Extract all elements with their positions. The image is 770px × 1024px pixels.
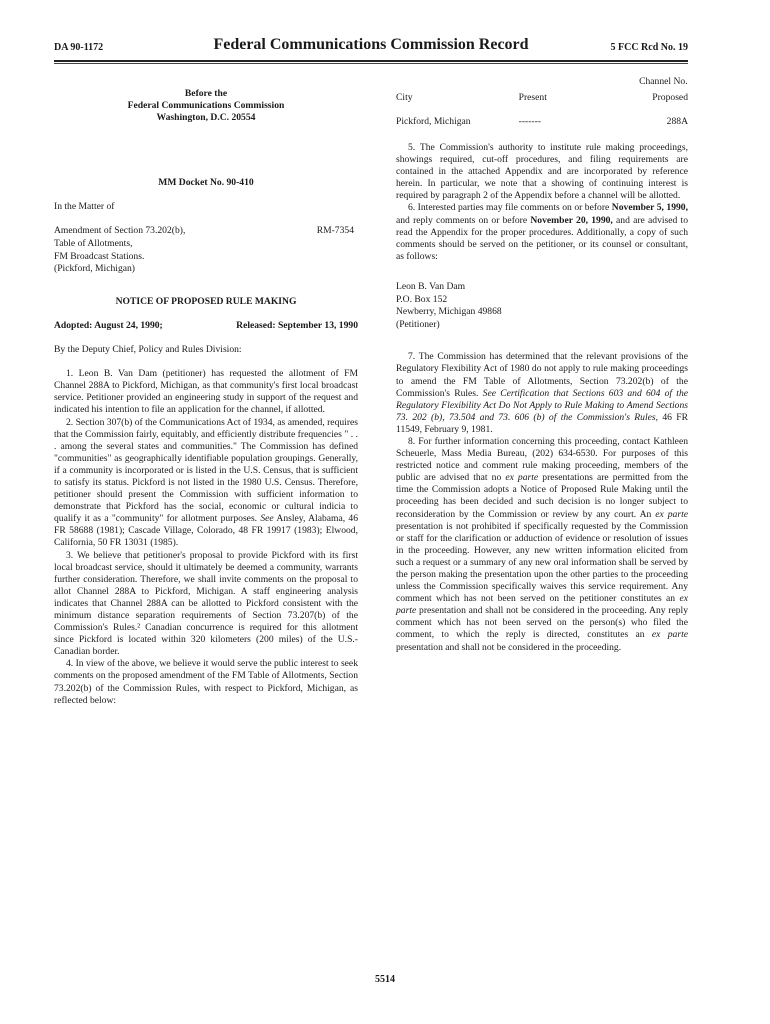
ex-parte-term: ex parte [655,508,688,520]
docket-number: MM Docket No. 90-410 [158,177,254,189]
paragraph-5: 5. The Commission's authority to institute rule making proceedings, showings required, cut-off procedures, and filing requirements are contained in the attached Appendix and are incorporated by reference herein. In particular, we note that a showing of continuing interest is required by paragraph 2 of the Appendix before a channel will be allotted. [396,142,688,202]
page-number: 5514 [375,974,395,985]
address-line: Leon B. Van Dam [396,280,466,292]
paragraph-2-citations: Ansley, Alabama, 46 FR 58688 (1981); Cascade Village, Colorado, 48 FR 19917 (1983); Elwood, California, 50 FR 13031 (1985). [54,513,358,549]
agency-location: Washington, D.C. 20554 [156,112,256,124]
before-line: Before the [184,88,228,99]
paragraph-7-text: 7. The Commission has determined that the relevant provisions of the Regulatory Flexibility Act of 1980 do not apply to rule making proceedings to amend the FM Table of Allotments, Section 73.202(b) of the Commission's Rules. [396,351,688,399]
ex-parte-term: ex parte [505,472,539,484]
paragraph-8-text: presentation and shall not be considered in the proceeding. Any reply comment which has not been served on the person(s) who filed the comment, to which the reply is directed, constitutes an [396,605,688,641]
header-rule-thin [54,63,688,64]
proposed-cell: 288A [666,115,688,127]
dates-row [54,320,358,332]
paragraph-6 [396,202,688,262]
paragraph-8-text: 8. For further information concerning this proceeding, contact Kathleen Scheuerle, Mass Media Bureau, (202) 634-6530. For purposes of this restricted notice and comment rule making proceeding, members of the public are advised that no [396,435,688,484]
paragraph-3: 3. We believe that petitioner's proposal to provide Pickford with its first local broadcast service, should it ultimately be deemed a community, warrants further consideration. Therefore, we shall invite comments on the proposal to allot Channel 288A to Pickford, Michigan. A staff engineering analysis indicates that Channel 288A can be allotted to Pickford consistent with the minimum distance separation requirements of Section 73.207(b) of the Commission's Rules.² Canadian concurrence is required for this allotment since Pickford is located within 320 kilometers (200 miles) of the U.S.-Canadian border. [54,549,358,658]
paragraph-6-text: and reply comments on or before [396,214,528,226]
paragraph-2 [54,417,358,550]
see-citation: See [260,513,274,525]
city-header: City [396,91,413,103]
city-cell: Pickford, Michigan [396,115,471,127]
present-cell: ------- [518,115,541,127]
page-header [54,36,688,60]
agency-block [54,88,358,124]
paragraph-7 [396,351,688,436]
caption-line: Amendment of Section 73.202(b), [54,225,186,237]
address-line: Newberry, Michigan 49868 [396,306,502,318]
caption-line: (Pickford, Michigan) [54,263,135,275]
paragraph-8-text: presentation is not prohibited if specifically requested by the Commission or staff for the clarification or adduction of evidence or resolution of issues in the proceeding. However, any new written information elicited from such a request or a summary of any new oral information shall be served by the person making the presentation upon the other parties to the proceeding unless the Commission specifically waives this service requirement. Any comment which has not been served on the petitioner constitutes an [396,520,688,605]
paragraph-1: 1. Leon B. Van Dam (petitioner) has requested the allotment of FM Channel 288A to Pickford, Michigan, as that community's first local broadcast service. Petitioner provided an engineering study in support of the request and indicated his intention to file an application for the channel, if allotted. [54,368,358,416]
adopted-date: Adopted: August 24, 1990; [54,319,163,331]
reply-deadline: November 20, 1990, [530,214,613,226]
paragraph-6-text: 6. Interested parties may file comments on or before [408,202,610,214]
caption-lines [54,225,185,275]
caption-block [54,225,358,275]
paragraph-8-text: presentations are permitted from the time the Commission adopts a Notice of Proposed Rule Making until the proceeding has been decided and such decision is no longer subject to reconsideration by the Commission or review by any court. An [396,472,689,520]
ex-parte-term: ex parte [396,593,688,617]
certification-citation: See Certification that Sections 603 and 604 of the Regulatory Flexibility Act Do Not Apply to Rule Making to Amend Sections 73. 202 (b), 73.504 and 73. 606 (b) of the Commission's Rules, [396,387,688,423]
present-header: Present [518,91,547,103]
left-column [54,88,358,707]
rm-number: RM-7354 [316,225,354,237]
matter-label: In the Matter of [54,201,115,213]
agency-name: Federal Communications Commission [127,100,285,112]
notice-title: NOTICE OF PROPOSED RULE MAKING [115,295,297,307]
document-number: DA 90-1172 [54,42,104,53]
volume-number: 5 FCC Rcd No. 19 [610,42,688,53]
paragraph-4: 4. In view of the above, we believe it would serve the public interest to seek comments on the proposed amendment of the FM Table of Allotments, Section 73.202(b) of the Commission Rules, with respect to Pickford, Michigan, as reflected below: [54,658,358,706]
right-column [396,74,688,654]
caption-line: FM Broadcast Stations. [54,250,145,262]
publication-title: Federal Communications Commission Record [213,36,529,53]
channel-no-header: Channel No. [639,75,688,87]
paragraph-7-citation: 46 FR 11549, February 9, 1981. [396,411,688,435]
paragraph-6-text: and are advised to read the Appendix for the proper procedures. Additionally, a copy of such comments should be served on the petitioner, or its counsel or consultant, as follows: [396,214,688,262]
paragraph-2-text: 2. Section 307(b) of the Communications Act of 1934, as amended, requires that the Commission fairly, equitably, and efficiently distribute frequencies " . . . among the several states and communities." The Commission has defined "communities" as geographically identifiable population groupings. Generally, if a community is incorporated or is listed in the U.S. Census, that is sufficient to satisfy its status. Pickford is not listed in the 1980 U.S. Census. Therefore, petitioner should present the Commission with sufficient information to demonstrate that Pickford has the social, economic or cultural indicia to qualify it as a "community" for allotment purposes. [54,416,359,525]
table-row [396,104,688,128]
paragraph-8 [396,436,688,654]
paragraph-8-text: presentation and shall not be considered in the proceeding. [396,641,622,653]
comment-deadline: November 5, 1990, [611,202,688,214]
proposed-header: Proposed [652,91,688,103]
header-rule [54,60,688,62]
address-line: P.O. Box 152 [396,293,448,305]
caption-line: Table of Allotments, [54,238,133,250]
allotment-table [396,74,688,128]
address-line: (Petitioner) [396,318,440,330]
released-date: Released: September 13, 1990 [236,319,358,331]
ex-parte-term: ex parte [651,629,688,641]
by-line: By the Deputy Chief, Policy and Rules Division: [54,344,242,356]
petitioner-address [396,281,688,331]
